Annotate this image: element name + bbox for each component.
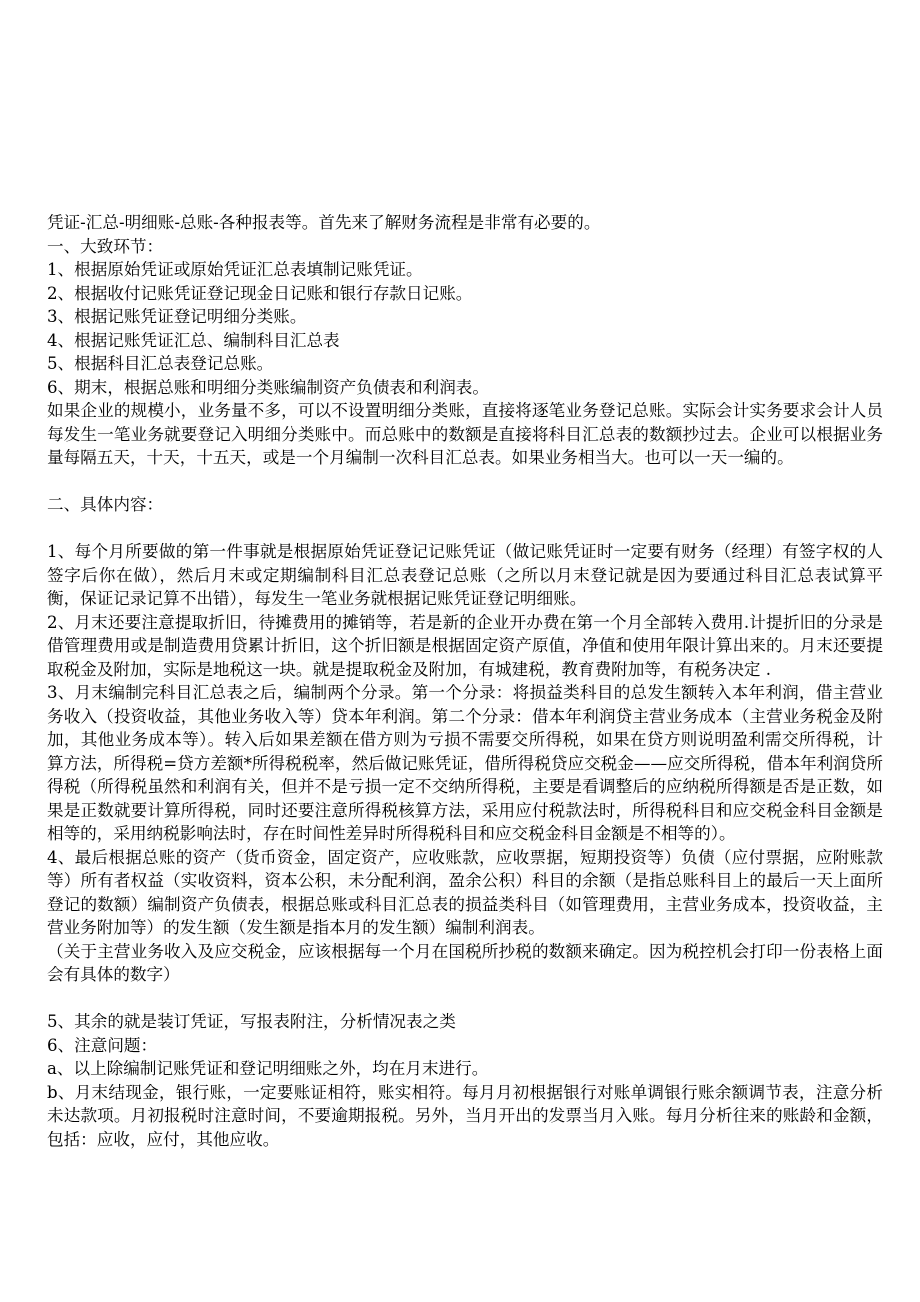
list-item: a、以上除编制记账凭证和登记明细账之外，均在月末进行。 (47, 1059, 489, 1078)
intro-paragraph: 凭证-汇总-明细账-总账-各种报表等。首先来了解财务流程是非常有必要的。 (47, 213, 601, 232)
list-item: 5、其余的就是装订凭证，写报表附注，分析情况表之类 (47, 1012, 456, 1031)
body-paragraph: b、月末结现金，银行账，一定要账证相符，账实相符。每月月初根据银行对账单调银行账余额调节表，注意分析未达款项。月初报税时注意时间，不要逾期报税。另外，当月开出的发票当月入账。每月分析往来的账龄和金额，包括：应收，应付，其他应收。 (47, 1082, 883, 1149)
body-paragraph: 4、最后根据总账的资产（货币资金，固定资产，应收账款，应收票据，短期投资等）负债（应付票据，应附账款等）所有者权益（实收资料，资本公积，未分配利润，盈余公积）科目的余额（是指总账科目上的最后一天上面所登记的数额）编制资产负债表，根据总账或科目汇总表的损益类科目（如管理费用，主营业务成本，投资收益，主营业务附加等）的发生额（发生额是指本月的发生额）编制利润表。 (47, 847, 883, 937)
list-item: 6、注意问题： (47, 1035, 158, 1055)
body-paragraph: 1、每个月所要做的第一件事就是根据原始凭证登记记账凭证（做记账凭证时一定要有财务（经理）有签字权的人签字后你在做），然后月末或定期编制科目汇总表登记总账（之所以月末登记就是因为要通过科目汇总表试算平衡，保证记录记算不出错），每发生一笔业务就根据记账凭证登记明细账。 (47, 542, 883, 608)
list-item: 3、根据记账凭证登记明细分类账。 (47, 307, 307, 326)
blank-line (47, 517, 883, 541)
list-item: 6、期末，根据总账和明细分类账编制资产负债表和利润表。 (47, 377, 489, 397)
body-paragraph: 3、月末编制完科目汇总表之后，编制两个分录。第一个分录：将损益类科目的总发生额转入本年利润，借主营业务收入（投资收益，其他业务收入等）贷本年利润。第二个分录：借本年利润贷主营业务成本（主营业务税金及附加，其他业务成本等）。转入后如果差额在借方则为亏损不需要交所得税，如果在贷方则说明盈利需交所得税，计算方法，所得税=贷方差额*所得税税率，然后做记账凭证，借所得税贷应交税金——应交所得税，借本年利润贷所得税（所得税虽然和利润有关，但并不是亏损一定不交纳所得税，主要是看调整后的应纳税所得额是否是正数，如果是正数就要计算所得税，同时还要注意所得税核算方法，采用应付税款法时，所得税科目和应交税金科目金额是相等的，采用纳税影响法时，存在时间性差异时所得税科目和应交税金科目金额是不相等的）。 (47, 683, 883, 843)
list-item: 2、根据收付记账凭证登记现金日记账和银行存款日记账。 (47, 283, 473, 303)
list-item: 5、根据科目汇总表登记总账。 (47, 354, 274, 373)
blank-line (47, 470, 883, 494)
list-item: 4、根据记账凭证汇总、编制科目汇总表 (47, 330, 340, 350)
blank-line (47, 987, 883, 1011)
document-body (47, 211, 883, 1151)
section-heading: 一、大致环节： (47, 236, 164, 256)
list-item: 1、根据原始凭证或原始凭证汇总表填制记账凭证。 (47, 260, 423, 279)
section-heading: 二、具体内容： (47, 495, 164, 514)
body-paragraph: 2、月末还要注意提取折旧，待摊费用的摊销等，若是新的企业开办费在第一个月全部转入费用.计提折旧的分录是借管理费用或是制造费用贷累计折旧，这个折旧额是根据固定资产原值，净值和使用年限计算出来的。月末还要提取税金及附加，实际是地税这一块。就是提取税金及附加，有城建税，教育费附加等，有税务决定 . (47, 612, 883, 679)
body-paragraph: 如果企业的规模小，业务量不多，可以不设置明细分类账，直接将逐笔业务登记总账。实际会计实务要求会计人员每发生一笔业务就要登记入明细分类账中。而总账中的数额是直接将科目汇总表的数额抄过去。企业可以根据业务量每隔五天，十天，十五天，或是一个月编制一次科目汇总表。如果业务相当大。也可以一天一编的。 (47, 401, 883, 467)
body-paragraph: （关于主营业务收入及应交税金，应该根据每一个月在国税所抄税的数额来确定。因为税控机会打印一份表格上面会有具体的数字） (47, 941, 883, 984)
